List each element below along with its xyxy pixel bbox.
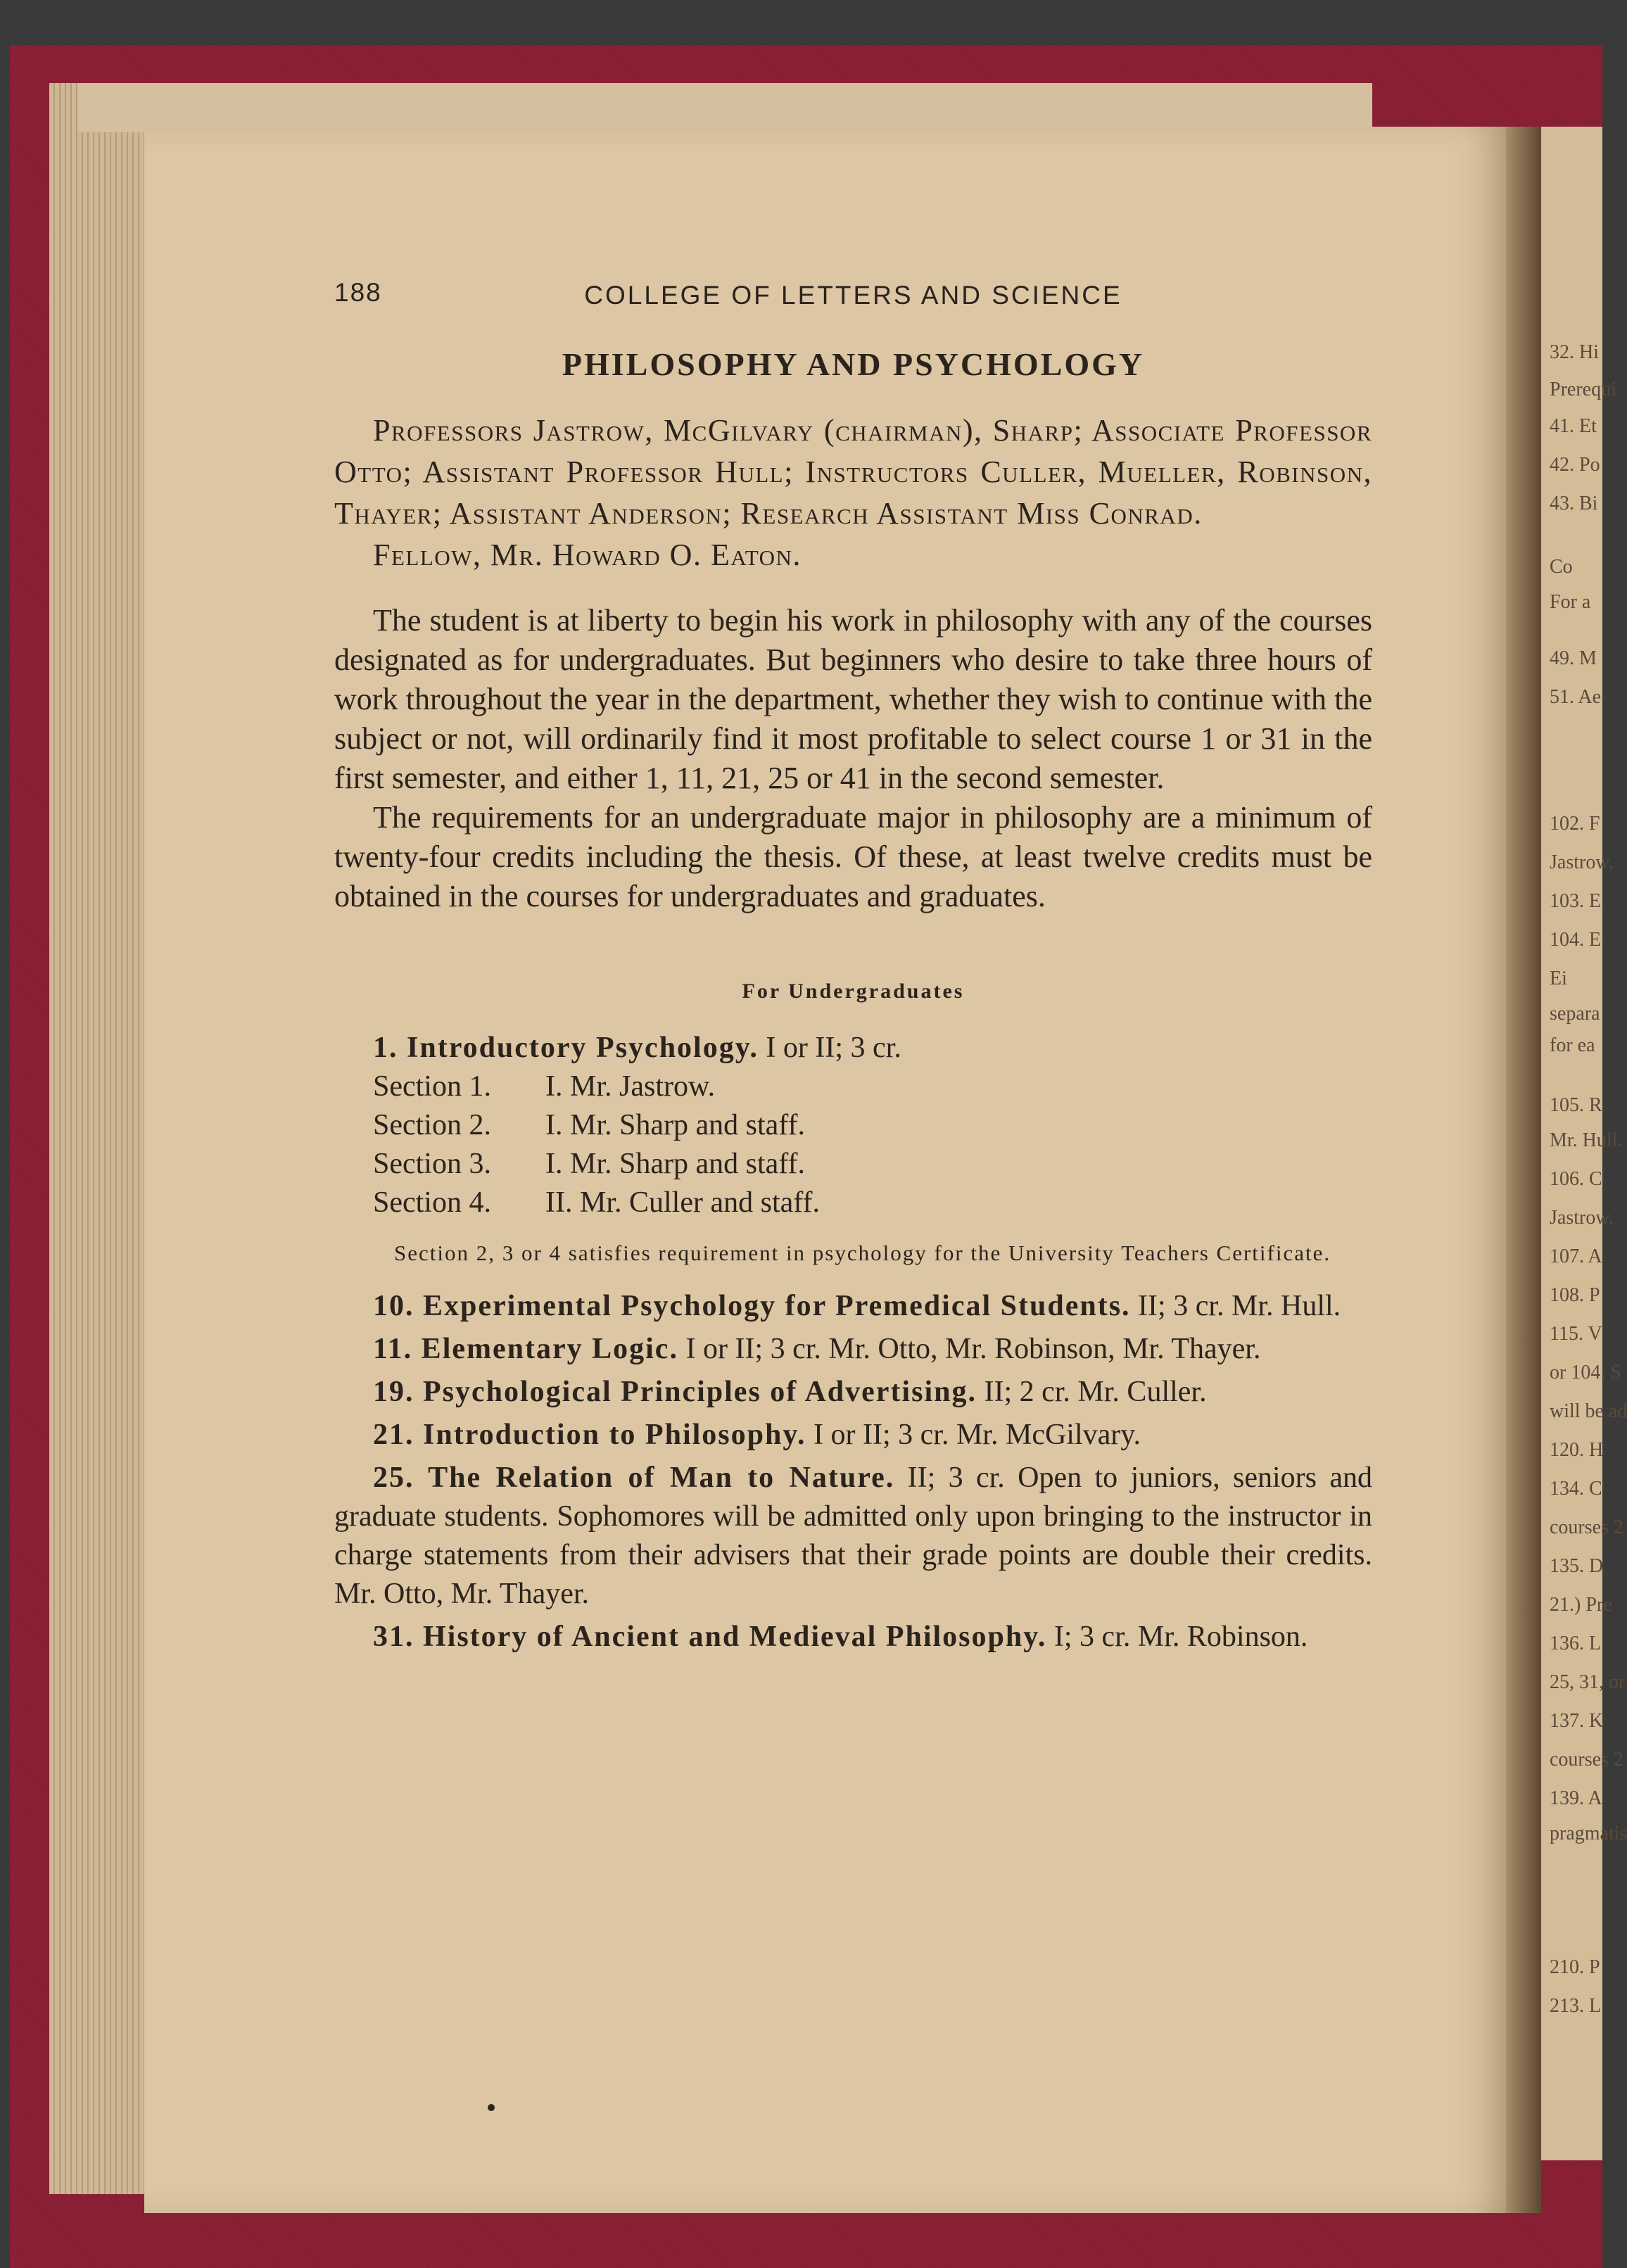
edge-text: 139. A <box>1550 1787 1602 1809</box>
department-title: PHILOSOPHY AND PSYCHOLOGY <box>562 346 1145 382</box>
running-header <box>334 271 1372 313</box>
edge-text: 42. Po <box>1550 454 1600 476</box>
edge-text: 106. C <box>1550 1168 1602 1190</box>
course-details: II; 3 cr. Mr. Hull. <box>1138 1290 1341 1322</box>
edge-text: 137. K <box>1550 1710 1604 1732</box>
edge-text: 105. R <box>1550 1094 1602 1116</box>
course-10 <box>334 1287 1372 1326</box>
course-title: 19. Psychological Principles of Advertising. <box>373 1376 977 1408</box>
edge-text: pragmatis <box>1550 1823 1627 1844</box>
course-section <box>334 1145 1372 1184</box>
course-title: 21. Introduction to Philosophy. <box>373 1419 806 1451</box>
edge-text: 134. C <box>1550 1478 1602 1500</box>
intro-paragraph: The student is at liberty to begin his work in philosophy with any of the courses designated as for undergraduates. But beginners who desire to take three hours of work throughout the year in the department, whether they wish to continue with the subject or not, will ordinarily find it most profitable to select course 1 or 31 in the first semester, and either 1, 11, 21, 25 or 41 in the second semester. <box>334 603 1372 795</box>
edge-text: 104. E <box>1550 929 1602 951</box>
running-title: COLLEGE OF LETTERS AND SCIENCE <box>584 281 1122 310</box>
edge-text: 51. Ae <box>1550 686 1602 708</box>
edge-text: courses 2 <box>1550 1516 1623 1538</box>
print-mark <box>488 2104 495 2111</box>
page-top-edge <box>77 83 1372 132</box>
course-title: 11. Elementary Logic. <box>373 1333 678 1365</box>
edge-text: 107. A <box>1550 1246 1602 1267</box>
section-note: Section 2, 3 or 4 satisfies requirement in psychology for the University Teachers Certificate. <box>394 1241 1331 1265</box>
edge-text: Mr. Hull. <box>1550 1129 1623 1151</box>
edge-text: 103. E <box>1550 890 1602 912</box>
edge-text: or 104. S <box>1550 1362 1621 1383</box>
edge-text: for ea <box>1550 1034 1595 1056</box>
edge-text: 210. P <box>1550 1956 1600 1978</box>
edge-text: Jastrow. <box>1550 1207 1614 1229</box>
course-section <box>334 1184 1372 1222</box>
section-text: I. Mr. Jastrow. <box>545 1070 716 1103</box>
edge-text: 136. L <box>1550 1633 1602 1654</box>
edge-text: Ei <box>1550 968 1567 989</box>
edge-text: will be ad <box>1550 1400 1627 1422</box>
section-heading: For Undergraduates <box>742 980 965 1003</box>
edge-text: Jastrow. <box>1550 851 1614 873</box>
course-details: II; 3 cr. Open to juniors, seniors and graduate students. Sophomores will be admitted only upon bringing to the instructor in charge statements from their advisers that their grade points are double their credits. Mr. Otto, Mr. Thayer. <box>334 1462 1372 1610</box>
requirements-paragraph: The requirements for an undergraduate major in philosophy are a minimum of twenty-four credits including the thesis. Of these, at least twelve credits must be obtained in the courses for undergraduates and graduates. <box>334 800 1372 913</box>
page-number: 188 <box>334 278 382 307</box>
course-19 <box>334 1373 1372 1412</box>
edge-text: separa <box>1550 1003 1600 1025</box>
course-details: I or II; 3 cr. Mr. Otto, Mr. Robinson, Mr. Thayer. <box>685 1333 1261 1365</box>
edge-text: For a <box>1550 591 1591 613</box>
faculty-list: Professors Jastrow, McGilvary (chairman), Sharp; Associate Professor Otto; Assistant Professor Hull; Instructors Culler, Mueller, Robinson, Thayer; Assistant Anderson; Research Assistant Miss Conrad. <box>334 413 1372 531</box>
course-details: I or II; 3 cr. <box>766 1032 901 1064</box>
edge-text: 120. H <box>1550 1439 1604 1461</box>
edge-text: 25, 31, or <box>1550 1671 1626 1693</box>
section-label: Section 4. <box>373 1186 491 1219</box>
section-label: Section 3. <box>373 1148 491 1180</box>
section-text: I. Mr. Sharp and staff. <box>545 1109 805 1141</box>
section-text: II. Mr. Culler and staff. <box>545 1186 820 1219</box>
edge-text: 41. Et <box>1550 415 1597 437</box>
course-title: 10. Experimental Psychology for Premedical Students. <box>373 1290 1131 1322</box>
section-text: I. Mr. Sharp and staff. <box>545 1148 805 1180</box>
course-21 <box>334 1416 1372 1455</box>
page-content <box>334 271 1372 1656</box>
edge-text: 102. F <box>1550 813 1600 835</box>
section-label: Section 1. <box>373 1070 491 1103</box>
course-details: I or II; 3 cr. Mr. McGilvary. <box>814 1419 1141 1451</box>
edge-text: courses 2 <box>1550 1749 1623 1770</box>
course-title: 25. The Relation of Man to Nature. <box>373 1462 895 1494</box>
edge-text: 213. L <box>1550 1995 1602 2017</box>
course-section <box>334 1068 1372 1106</box>
edge-text: 32. Hi <box>1550 341 1599 363</box>
next-page-edge <box>1541 127 1627 2160</box>
edge-text: Prerequi <box>1550 379 1616 400</box>
course-details: I; 3 cr. Mr. Robinson. <box>1053 1621 1308 1653</box>
course-details: II; 2 cr. Mr. Culler. <box>984 1376 1207 1408</box>
course-25 <box>334 1459 1372 1614</box>
edge-text: 43. Bi <box>1550 493 1598 514</box>
course-section <box>334 1106 1372 1145</box>
course-1 <box>334 1029 1372 1068</box>
course-11 <box>334 1330 1372 1369</box>
edge-text: 21.) Pre <box>1550 1594 1612 1616</box>
edge-text: 49. M <box>1550 647 1597 669</box>
fellow-line: Fellow, Mr. Howard O. Eaton. <box>373 538 802 572</box>
page-stack-edge <box>49 83 155 2194</box>
course-title: 1. Introductory Psychology. <box>373 1032 759 1064</box>
course-31 <box>334 1618 1372 1656</box>
section-label: Section 2. <box>373 1109 491 1141</box>
edge-text: 108. P <box>1550 1284 1600 1306</box>
edge-text: 135. D <box>1550 1555 1604 1577</box>
course-title: 31. History of Ancient and Medieval Philosophy. <box>373 1621 1047 1653</box>
edge-text: Co <box>1550 556 1573 578</box>
edge-text: 115. V <box>1550 1323 1602 1345</box>
book-gutter <box>1506 127 1541 2213</box>
